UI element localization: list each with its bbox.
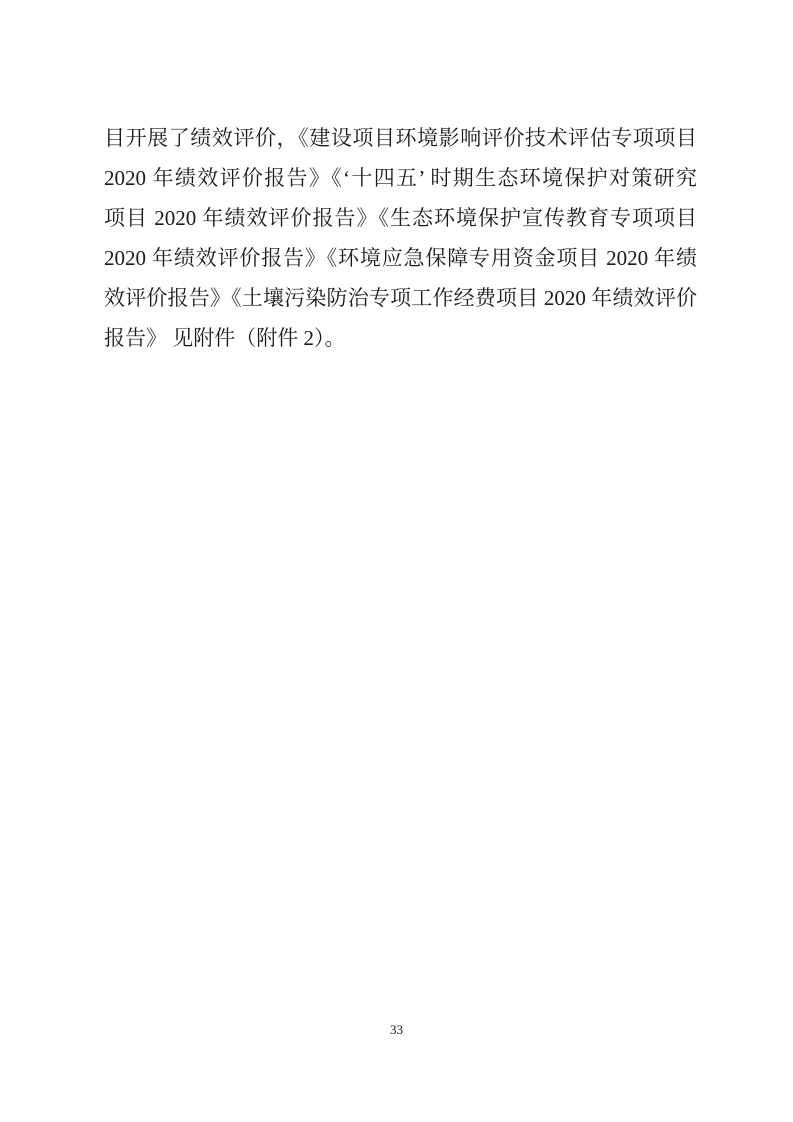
paragraph-line: 效评价报告》《土壤污染防治专项工作经费项目 2020 年绩效评价 [104,286,697,310]
paragraph-line: 报告》 见附件（附件 2）。 [104,326,346,350]
paragraph-line: 2020 年绩效评价报告》《‘十四五’ 时期生态环境保护对策研究 [104,166,697,190]
paragraph-line: 2020 年绩效评价报告》《环境应急保障专用资金项目 2020 年绩 [104,246,697,270]
paragraph-line: 项目 2020 年绩效评价报告》《生态环境保护宣传教育专项项目 [104,206,697,230]
page-number: 33 [390,1022,403,1037]
body-paragraph [104,118,697,358]
paragraph-line: 目开展了绩效评价，《建设项目环境影响评价技术评估专项项目 [104,126,697,150]
